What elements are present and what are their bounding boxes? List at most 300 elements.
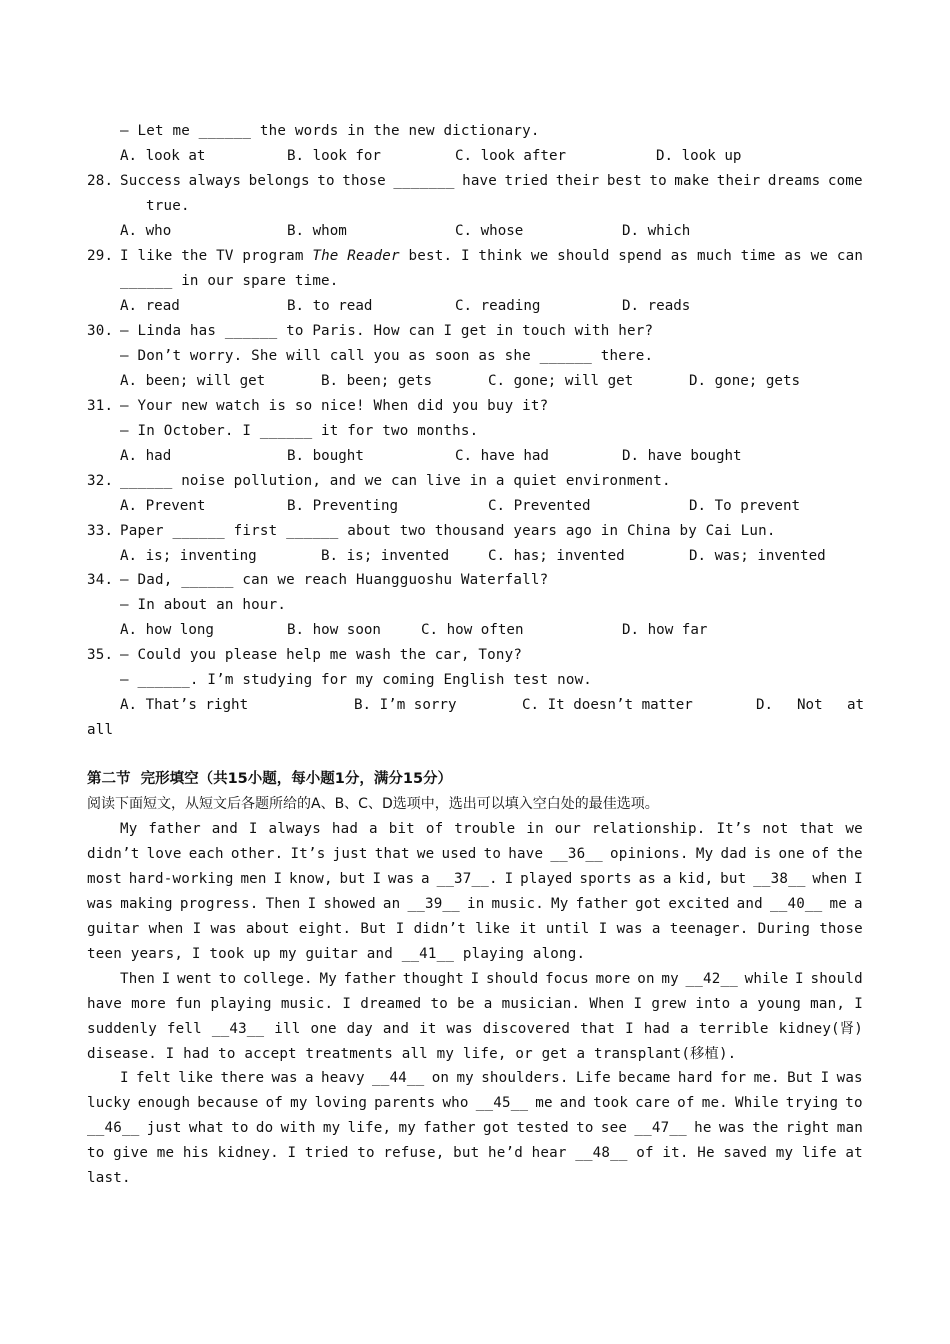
passage-word: my [398,1120,417,1136]
passage-word: their [555,173,600,189]
passage-word: was [616,921,643,937]
passage-word: like [178,1070,214,1086]
passage-word: __48__ [575,1145,628,1161]
passage-word: was [271,1070,298,1086]
passage-word: suddenly [87,1021,157,1037]
passage-word: __40__ [769,896,823,912]
q29-program-title: The Reader [312,248,400,264]
passage-word: have [462,173,498,189]
passage-word: father [148,821,201,837]
q28-stem-line1 [120,171,863,191]
passage-p2-line1 [120,969,863,989]
passage-word: an [382,896,401,912]
passage-word: our [554,821,581,837]
passage-word: love [146,846,182,862]
passage-word: those [819,921,863,937]
q35-option-a: A. That’s right [120,697,249,713]
passage-word: to [317,173,335,189]
passage-word: was [388,871,415,887]
passage-word: me. [753,1070,780,1086]
passage-word: ill [274,1021,301,1037]
passage-word: a [483,996,493,1012]
passage-word: I [307,896,317,912]
passage-word: just [332,846,368,862]
passage-word: each [188,846,224,862]
passage-word: one [778,846,805,862]
passage-word: come [827,173,863,189]
q35-option-c: C. It doesn’t matter [522,697,693,713]
q27-option-a: A. look at [120,148,206,164]
passage-word: I [273,871,283,887]
passage-word: in [526,821,544,837]
passage-word: my [322,1120,341,1136]
passage-word: __36__ [550,846,603,862]
passage-word: I [854,871,863,887]
passage-word: __37__. [436,871,498,887]
passage-word: fell [166,1021,202,1037]
passage-word: got [482,1120,510,1136]
passage-word: give [113,1145,149,1161]
q28-number: 28. [87,173,114,189]
passage-word: like [475,921,511,937]
q34-option-c: C. how often [421,622,524,638]
passage-word: when [812,871,848,887]
q32-number: 32. [87,473,114,489]
passage-word: discovered [482,1021,571,1037]
q27-option-d: D. look up [656,148,742,164]
passage-p3-line3 [87,1118,863,1138]
passage-word: not [762,821,789,837]
q33-number: 33. [87,523,114,539]
passage-word: it [519,921,537,937]
q28-option-a: A. who [120,223,172,239]
passage-word: tried [504,173,549,189]
q31-option-c: C. have had [455,448,549,464]
passage-word: I [372,871,382,887]
passage-word: most [87,871,122,887]
passage-word: of [811,846,830,862]
passage-word: and [382,1021,410,1037]
passage-word: lucky [87,1095,131,1111]
q28-stem-line2: true. [146,198,190,214]
q35-line2: — ______. I’m studying for my coming English test now. [120,672,593,688]
passage-word: belongs [248,173,310,189]
q29-stem-line1 [120,246,863,266]
passage-word: trying [785,1095,839,1111]
q27-dialogue-line: — Let me ______ the words in the new dictionary. [120,123,540,139]
passage-word: more [595,971,631,987]
passage-word: men [240,871,267,887]
passage-word: grew [651,996,687,1012]
passage-word: to [845,1095,863,1111]
passage-word: Success [120,173,182,189]
passage-word: tried [304,1145,349,1161]
q29-stem-line2: ______ in our spare time. [120,273,339,289]
passage-word: until [545,921,590,937]
passage-word: trouble [454,821,516,837]
passage-word: in [466,896,485,912]
passage-word: was [836,1070,863,1086]
passage-word: My [551,896,569,912]
q33-line1: Paper ______ first ______ about two thousand years ago in China by Cai Lun. [120,523,776,539]
q30-option-d: D. gone; gets [689,373,801,389]
passage-word: a [651,921,661,937]
q30-option-c: C. gone; will get [488,373,634,389]
passage-word: kidney(肾) [778,1021,863,1037]
q34-option-a: A. how long [120,622,214,638]
q30-number: 30. [87,323,114,339]
passage-word: I [504,871,514,887]
passage-word: __47__ [634,1120,687,1136]
passage-word: one [310,1021,337,1037]
passage-word: he’d [488,1145,523,1161]
passage-word: While [735,1095,779,1111]
passage-word: __43__ [211,1021,265,1037]
passage-word: we [845,821,863,837]
passage-word: but [339,871,366,887]
passage-word: It’s [716,821,752,837]
passage-word: loving [314,1095,368,1111]
passage-word: their [716,173,761,189]
passage-word: went [177,971,213,987]
passage-word: Then [265,896,301,912]
passage-word: my [290,1095,308,1111]
passage-word: of [677,1095,695,1111]
passage-word: always [268,821,321,837]
passage-word: felt [136,1070,171,1086]
passage-word: didn’t [87,846,140,862]
passage-word: didn’t [413,921,467,937]
passage-word: to [430,996,449,1012]
passage-word: parents [374,1095,436,1111]
passage-word: me [829,896,847,912]
passage-word: __46__ [87,1120,140,1136]
q35-option-b: B. I’m sorry [354,697,457,713]
passage-word: played [520,871,573,887]
passage-word: dad [720,846,747,862]
passage-word: to [576,1120,594,1136]
passage-word: I [342,996,352,1012]
passage-word: dreamed [360,996,422,1012]
passage-word: but [720,871,747,887]
q29-stem-part1: I like the TV program [120,248,304,264]
q29-option-d: D. reads [622,298,691,314]
passage-word: be [457,996,475,1012]
passage-word: __42__ [685,971,738,987]
q34-line1: — Dad, ______ can we reach Huangguoshu Waterfall? [120,572,549,588]
section-heading: 第二节 完形填空（共15小题，每小题1分，满分15分） [87,771,453,787]
passage-word: just [146,1120,182,1136]
passage-word: got [635,896,662,912]
passage-word: he [694,1120,712,1136]
passage-word: eight. [298,921,352,937]
passage-word: a [369,821,378,837]
passage-word: guitar [87,921,140,937]
passage-word: best [606,173,642,189]
passage-word: He [697,1145,715,1161]
passage-word: into [695,996,731,1012]
passage-word: because [197,1095,259,1111]
passage-word: __45__ [475,1095,529,1111]
passage-word: terrible [698,1021,769,1037]
passage-word: But [787,1070,814,1086]
passage-word: other. [230,846,284,862]
passage-word: to [483,846,502,862]
q29-option-a: A. read [120,298,180,314]
passage-word: I [395,921,405,937]
q34-option-b: B. how soon [287,622,381,638]
passage-word: was [87,896,114,912]
q30-line2: — Don’t worry. She will call you as soon as she ______ there. [120,348,654,364]
passage-word: to [357,1145,375,1161]
passage-word: that [799,821,835,837]
q35-number: 35. [87,647,114,663]
q28-option-b: B. whom [287,223,347,239]
q34-option-d: D. how far [622,622,708,638]
passage-word: kidney. [217,1145,279,1161]
passage-word: fun [175,996,202,1012]
passage-word: a [854,896,863,912]
passage-word: kid, [678,871,714,887]
q33-option-c: C. has; invented [488,548,625,564]
passage-word: on [637,971,655,987]
passage-word: it. [662,1145,689,1161]
q31-line1: — Your new watch is so nice! When did you buy it? [120,398,549,414]
passage-word: there [220,1070,265,1086]
passage-word: I [820,1070,830,1086]
q33-option-b: B. is; invented [321,548,450,564]
passage-word: day [346,1021,373,1037]
passage-word: hear [531,1145,567,1161]
passage-word: at [845,1145,863,1161]
passage-word: I [161,971,171,987]
passage-word: heavy [320,1070,365,1086]
passage-word: my [775,1145,794,1161]
passage-word: more [131,996,167,1012]
passage-word: me [535,1095,553,1111]
passage-word: excited [668,896,730,912]
passage-word: I [470,971,480,987]
passage-word: a [421,871,430,887]
passage-word: my [661,971,679,987]
passage-word: do [255,1120,274,1136]
passage-word: was [210,921,237,937]
q35-option-d-word1: Not [797,697,823,713]
passage-word: it [419,1021,437,1037]
passage-word: and [736,896,763,912]
passage-word: as [638,871,657,887]
q31-number: 31. [87,398,114,414]
passage-word: see [600,1120,628,1136]
passage-word: his [182,1145,210,1161]
q29-option-c: C. reading [455,298,541,314]
passage-word: I [795,971,804,987]
passage-word: with [280,1120,316,1136]
passage-word: and [559,1095,587,1111]
passage-word: I [287,1145,297,1161]
passage-word: I [633,996,643,1012]
q32-option-d: D. To prevent [689,498,801,514]
passage-word: enough [137,1095,191,1111]
q29-number: 29. [87,248,114,264]
q28-option-d: D. which [622,223,691,239]
passage-p1-line4 [87,894,863,914]
passage-word: Life [575,1070,611,1086]
passage-word: care [635,1095,671,1111]
q33-option-d: D. was; invented [689,548,826,564]
passage-word: life, [347,1120,392,1136]
q32-line1: ______ noise pollution, and we can live in a quiet environment. [120,473,671,489]
passage-p3-line5: last. [87,1170,131,1186]
passage-word: progress. [179,896,259,912]
passage-word: to [649,173,667,189]
passage-word: music. [491,896,544,912]
q31-line2: — In October. I ______ it for two months. [120,423,479,439]
q27-option-c: C. look after [455,148,567,164]
passage-p2-line2 [87,994,863,1014]
q30-option-a: A. been; will get [120,373,266,389]
passage-word: my [456,1070,474,1086]
passage-word: father [575,896,629,912]
passage-word: that [580,1021,616,1037]
passage-word: have [87,996,122,1012]
passage-word: father [423,1120,476,1136]
passage-word: life [801,1145,837,1161]
passage-word: My [120,821,138,837]
passage-word: focus [545,971,589,987]
passage-word: the [752,1120,779,1136]
passage-word: the [836,846,863,862]
q32-option-c: C. Prevented [488,498,591,514]
passage-word: of [265,1095,284,1111]
passage-p1-line5 [87,919,863,939]
passage-word: opinions. [609,846,689,862]
passage-word: was [718,1120,746,1136]
passage-word: a [304,1070,314,1086]
passage-word: refuse, [383,1145,445,1161]
passage-word: sports [579,871,632,887]
passage-word: But [360,921,387,937]
q35-line1: — Could you please help me wash the car, Tony? [120,647,523,663]
passage-word: I [192,921,202,937]
passage-word: for [720,1070,747,1086]
passage-word: had [331,821,359,837]
q31-option-b: B. bought [287,448,364,464]
q34-line2: — In about an hour. [120,597,287,613]
passage-word: saved [723,1145,768,1161]
passage-word: making [120,896,173,912]
passage-word: who [442,1095,469,1111]
passage-p2-line4: disease. I had to accept treatments all my life, or get a transplant(移植). [87,1046,737,1062]
passage-word: My [695,846,714,862]
passage-p1-line1 [120,819,863,839]
passage-word: had [643,1021,671,1037]
passage-word: teenager. [669,921,749,937]
passage-word: __44__ [371,1070,425,1086]
passage-word: but [453,1145,480,1161]
passage-word: that [374,846,410,862]
passage-word: know, [288,871,333,887]
q28-option-c: C. whose [455,223,524,239]
passage-word: make [674,173,710,189]
passage-word: I [625,1021,634,1037]
passage-word: we [416,846,435,862]
passage-word: those [342,173,386,189]
passage-word: When [589,996,625,1012]
passage-word: should [486,971,539,987]
passage-word: should [810,971,863,987]
q32-option-b: B. Preventing [287,498,399,514]
passage-word: young [757,996,802,1012]
passage-p1-line3 [87,869,863,889]
passage-word: musician. [501,996,581,1012]
passage-word: while [744,971,789,987]
passage-word: thought [402,971,464,987]
passage-word: me. [701,1095,728,1111]
passage-word: college. [242,971,313,987]
passage-word: of [636,1145,654,1161]
passage-word: My [319,971,337,987]
passage-word: I [120,1070,129,1086]
passage-word: is [753,846,772,862]
passage-word: me [156,1145,175,1161]
q31-option-d: D. have bought [622,448,742,464]
passage-word: hard-working [128,871,234,887]
passage-word: father [343,971,397,987]
passage-word: on [431,1070,450,1086]
passage-word: and [211,821,238,837]
passage-word: __39__ [407,896,460,912]
passage-word: showed [323,896,376,912]
q35-option-d-word2: at [847,697,865,713]
passage-word: During [757,921,811,937]
passage-p1-line6: teen years, I took up my guitar and __41__ playing along. [87,946,586,962]
passage-word: tested [516,1120,569,1136]
passage-p3-line2 [87,1093,863,1113]
passage-word: relationship. [591,821,706,837]
q35-option-d-wrap: all [87,722,114,738]
passage-word: man, [810,996,846,1012]
passage-word: when [148,921,184,937]
passage-word: man [836,1120,863,1136]
passage-word: I [248,821,258,837]
q29-stem-part2: best. I think we should spend as much time as we can [408,248,864,264]
passage-p1-line2 [87,844,863,864]
q35-option-d-label: D. [756,697,774,713]
passage-word: _______ [393,173,455,189]
q30-option-b: B. been; gets [321,373,433,389]
passage-word: It’s [290,846,326,862]
passage-word: became [618,1070,671,1086]
q27-option-b: B. look for [287,148,381,164]
passage-word: shoulders. [481,1070,569,1086]
passage-word: Then [120,971,155,987]
passage-word: to [231,1120,249,1136]
passage-word: took [593,1095,629,1111]
q32-option-a: A. Prevent [120,498,206,514]
passage-p2-line3 [87,1019,863,1039]
passage-word: bit [388,821,415,837]
passage-word: used [441,846,477,862]
passage-word: right [785,1120,830,1136]
q30-line1: — Linda has ______ to Paris. How can I get in touch with her? [120,323,654,339]
passage-word: hard [677,1070,713,1086]
passage-word: of [425,821,444,837]
q29-option-b: B. to read [287,298,373,314]
passage-word: a [739,996,749,1012]
q33-option-a: A. is; inventing [120,548,257,564]
passage-p3-line4 [87,1143,863,1163]
